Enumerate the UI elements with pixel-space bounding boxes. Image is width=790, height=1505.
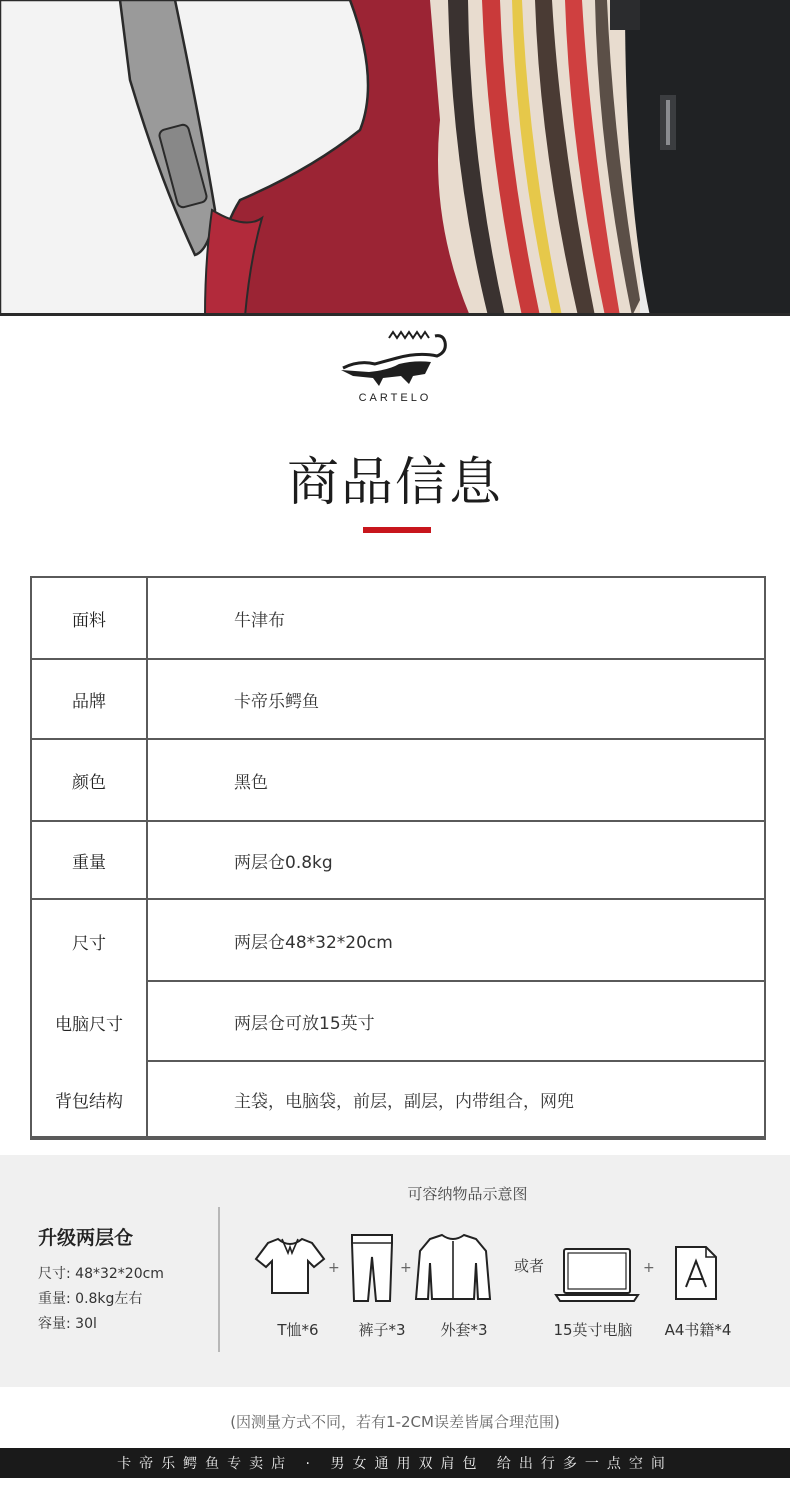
spec-row-weight bbox=[32, 822, 764, 900]
laptop-label: 15英寸电脑 bbox=[553, 1321, 633, 1339]
spec-row-color bbox=[32, 740, 764, 822]
plus-sign: + bbox=[400, 1260, 412, 1276]
spec-value: 两层仓0.8kg bbox=[234, 852, 333, 873]
brand-block bbox=[0, 330, 790, 404]
plus-sign: + bbox=[328, 1260, 340, 1276]
hero-divider bbox=[0, 313, 790, 316]
spec-key: 电脑尺寸 bbox=[55, 1014, 123, 1035]
a4-label: A4书籍*4 bbox=[664, 1321, 732, 1339]
capacity-weight: 重量: 0.8kg左右 bbox=[38, 1291, 143, 1307]
section-title: 商品信息 bbox=[286, 453, 503, 513]
capacity-size: 尺寸: 48*32*20cm bbox=[38, 1266, 164, 1282]
pants-icon bbox=[348, 1233, 396, 1303]
measurement-note: (因测量方式不同，若有1-2CM误差皆属合理范围) bbox=[230, 1413, 560, 1431]
spec-key: 颜色 bbox=[72, 772, 106, 793]
spec-value: 黑色 bbox=[234, 772, 268, 793]
capacity-heading: 升级两层仓 bbox=[38, 1227, 134, 1249]
capacity-separator bbox=[218, 1207, 220, 1352]
hero-illustration bbox=[0, 0, 790, 316]
footer-slogan: 卡帝乐鳄鱼专卖店 · 男女通用双肩包 给出行多一点空间 bbox=[117, 1456, 673, 1472]
spec-key: 品牌 bbox=[72, 691, 106, 712]
plus-sign: + bbox=[643, 1260, 655, 1276]
spec-row-material bbox=[32, 578, 764, 660]
spec-key: 背包结构 bbox=[55, 1091, 123, 1112]
jacket-label: 外套*3 bbox=[440, 1321, 488, 1339]
spec-key: 尺寸 bbox=[72, 933, 106, 954]
spec-value: 卡帝乐鳄鱼 bbox=[234, 691, 319, 712]
title-accent-bar bbox=[363, 527, 431, 533]
spec-key: 重量 bbox=[72, 852, 106, 873]
jacket-icon bbox=[414, 1233, 492, 1303]
capacity-panel bbox=[0, 1155, 790, 1387]
laptop-icon bbox=[554, 1247, 640, 1303]
footer-bar bbox=[0, 1448, 790, 1478]
spec-value: 两层仓48*32*20cm bbox=[234, 932, 393, 953]
spec-value: 两层仓可放15英寸 bbox=[234, 1013, 375, 1034]
brand-name: CARTELO bbox=[358, 392, 432, 404]
a4-book-icon bbox=[674, 1245, 718, 1301]
pants-label: 裤子*3 bbox=[358, 1321, 406, 1339]
spec-row-brand bbox=[32, 660, 764, 740]
spec-column-divider bbox=[146, 578, 148, 1138]
spec-value: 主袋，电脑袋，前层，副层，内带组合，网兜 bbox=[234, 1091, 574, 1112]
spec-row-structure bbox=[32, 1062, 764, 1138]
or-text: 或者 bbox=[514, 1257, 545, 1275]
capacity-summary bbox=[38, 1223, 164, 1337]
spec-value: 牛津布 bbox=[234, 610, 285, 631]
tshirt-icon bbox=[254, 1235, 326, 1297]
spec-merged-cell bbox=[32, 900, 146, 1062]
tshirt-label: T恤*6 bbox=[277, 1321, 319, 1339]
spec-key: 面料 bbox=[72, 610, 106, 631]
spec-table bbox=[30, 576, 766, 1140]
crocodile-logo-icon bbox=[339, 330, 451, 390]
capacity-volume: 容量: 30l bbox=[38, 1316, 97, 1332]
capacity-caption: 可容纳物品示意图 bbox=[407, 1185, 528, 1203]
